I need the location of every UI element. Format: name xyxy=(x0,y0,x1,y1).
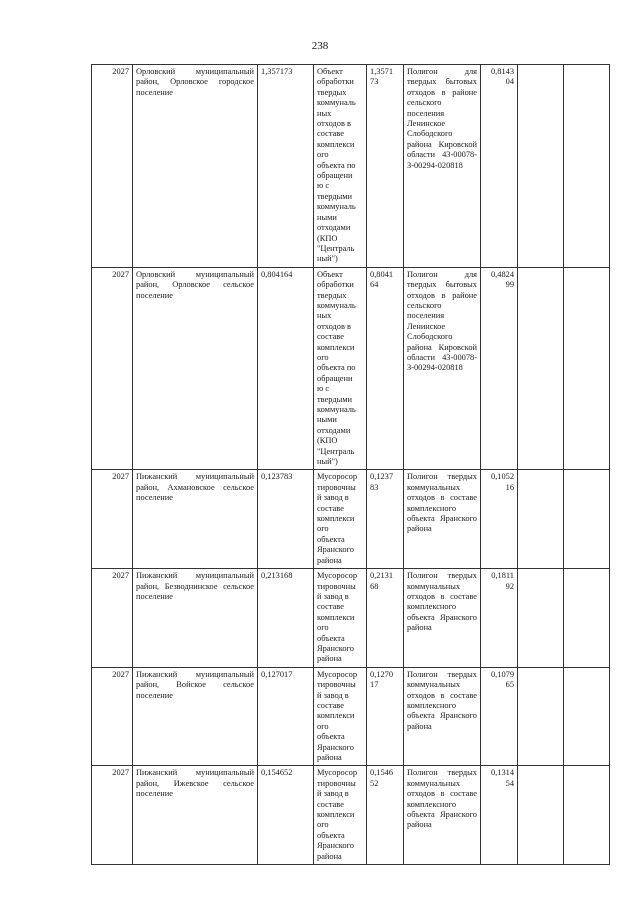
processing-object-cell: Объект обработки твердых коммуналь ных отходов в составе комплекси ого объекта по обращени ю с твердыми коммуналь ными отходами (КПО "Централь ный") xyxy=(314,267,367,470)
empty-cell xyxy=(564,667,610,766)
capacity-cell: 0,1270 17 xyxy=(367,667,404,766)
value-cell: 0,804164 xyxy=(258,267,314,470)
year-cell: 2027 xyxy=(92,267,133,470)
processing-object-cell: Мусоросор тировочны й завод в составе комплекси ого объекта Яранского района xyxy=(314,766,367,865)
processing-object-cell: Мусоросор тировочны й завод в составе комплекси ого объекта Яранского района xyxy=(314,667,367,766)
landfill-cell: Полигон для твердых бытовых отходов в районе сельского поселения Ленинское Слободского района Кировской области 43-00078-З-00294-020818 xyxy=(404,267,481,470)
value-cell: 0,154652 xyxy=(258,766,314,865)
capacity-cell: 0,1237 83 xyxy=(367,470,404,569)
capacity-cell: 1,3571 73 xyxy=(367,65,404,268)
value-cell: 0,213168 xyxy=(258,569,314,668)
value-cell: 1,357173 xyxy=(258,65,314,268)
distance-cell: 0,1079 65 xyxy=(481,667,518,766)
landfill-cell: Полигон твердых коммунальных отходов в составе комплексного объекта Яранского района xyxy=(404,766,481,865)
table-row xyxy=(92,267,610,470)
value-cell: 0,127017 xyxy=(258,667,314,766)
empty-cell xyxy=(518,65,564,268)
processing-object-cell: Мусоросор тировочны й завод в составе комплекси ого объекта Яранского района xyxy=(314,569,367,668)
table-row xyxy=(92,569,610,668)
empty-cell xyxy=(564,267,610,470)
municipality-cell: Пижанский муниципальный район, Безводнинское сельское поселение xyxy=(133,569,258,668)
year-cell: 2027 xyxy=(92,65,133,268)
empty-cell xyxy=(564,766,610,865)
capacity-cell: 0,8041 64 xyxy=(367,267,404,470)
municipality-cell: Пижанский муниципальный район, Ижевское сельское поселение xyxy=(133,766,258,865)
distance-cell: 0,1811 92 xyxy=(481,569,518,668)
landfill-cell: Полигон твердых коммунальных отходов в составе комплексного объекта Яранского района xyxy=(404,470,481,569)
distance-cell: 0,8143 04 xyxy=(481,65,518,268)
landfill-cell: Полигон для твердых бытовых отходов в районе сельского поселения Ленинское Слободского района Кировской области 43-00078-З-00294-020818 xyxy=(404,65,481,268)
distance-cell: 0,1314 54 xyxy=(481,766,518,865)
value-cell: 0,123783 xyxy=(258,470,314,569)
landfill-cell: Полигон твердых коммунальных отходов в составе комплексного объекта Яранского района xyxy=(404,569,481,668)
empty-cell xyxy=(518,470,564,569)
landfill-cell: Полигон твердых коммунальных отходов в составе комплексного объекта Яранского района xyxy=(404,667,481,766)
processing-object-cell: Мусоросор тировочны й завод в составе комплекси ого объекта Яранского района xyxy=(314,470,367,569)
table-row xyxy=(92,667,610,766)
waste-flow-table xyxy=(91,64,610,865)
processing-object-cell: Объект обработки твердых коммуналь ных отходов в составе комплекси ого объекта по обращени ю с твердыми коммуналь ными отходами (КПО "Централь ный") xyxy=(314,65,367,268)
empty-cell xyxy=(564,569,610,668)
capacity-cell: 0,1546 52 xyxy=(367,766,404,865)
year-cell: 2027 xyxy=(92,667,133,766)
empty-cell xyxy=(518,267,564,470)
empty-cell xyxy=(564,65,610,268)
table-row xyxy=(92,65,610,268)
table-row xyxy=(92,766,610,865)
capacity-cell: 0,2131 68 xyxy=(367,569,404,668)
distance-cell: 0,1052 16 xyxy=(481,470,518,569)
municipality-cell: Пижанский муниципальный район, Ахмановское сельское поселение xyxy=(133,470,258,569)
distance-cell: 0,4824 99 xyxy=(481,267,518,470)
table-row xyxy=(92,470,610,569)
municipality-cell: Орловский муниципальный район, Орловское сельское поселение xyxy=(133,267,258,470)
year-cell: 2027 xyxy=(92,766,133,865)
empty-cell xyxy=(518,569,564,668)
page-number: 238 xyxy=(311,40,329,52)
year-cell: 2027 xyxy=(92,470,133,569)
year-cell: 2027 xyxy=(92,569,133,668)
empty-cell xyxy=(518,667,564,766)
municipality-cell: Орловский муниципальный район, Орловское городское поселение xyxy=(133,65,258,268)
empty-cell xyxy=(564,470,610,569)
empty-cell xyxy=(518,766,564,865)
municipality-cell: Пижанский муниципальный район, Войское сельское поселение xyxy=(133,667,258,766)
